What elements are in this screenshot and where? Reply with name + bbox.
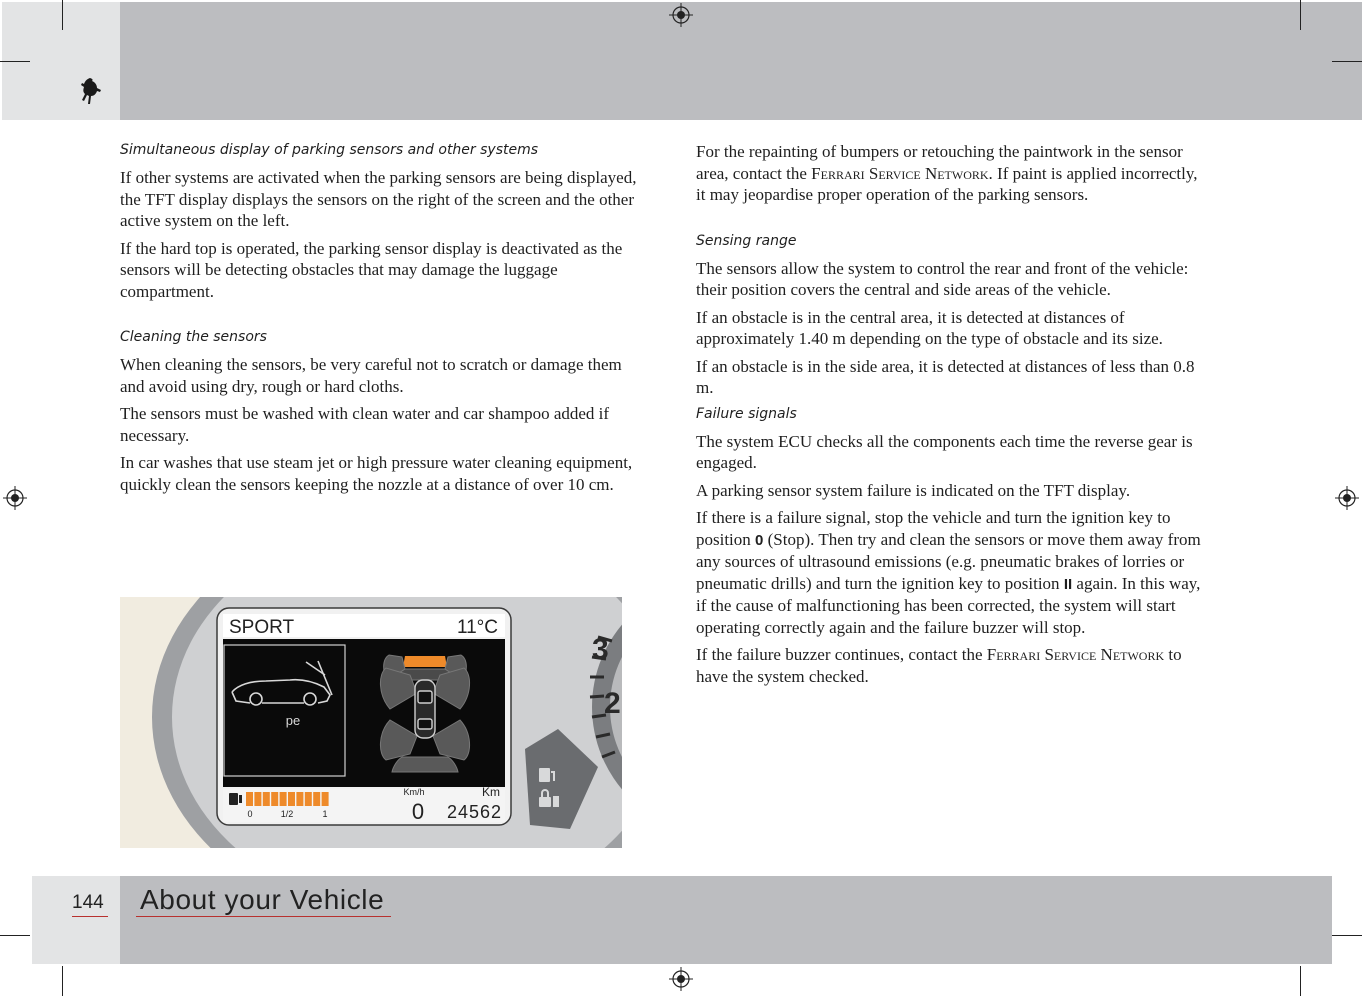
- odometer-unit-label: Km: [482, 785, 500, 799]
- page-number-rule: [72, 916, 108, 917]
- paragraph: The system ECU checks all the components each time the reverse gear is engaged.: [696, 431, 1193, 472]
- registration-mark-icon: [669, 3, 693, 27]
- fuel-gauge-segment: [296, 792, 303, 806]
- paragraph: If other systems are activated when the parking sensors are being displayed, the TFT display displays the sensors on the right of the screen and the other active system on the left.: [120, 168, 637, 230]
- footer-tab: [32, 876, 120, 964]
- tacho-mark-2: 2: [604, 687, 621, 720]
- drive-mode-label: SPORT: [229, 617, 295, 638]
- prancing-horse-icon: [76, 76, 104, 108]
- crop-mark: [0, 61, 30, 62]
- tacho-mark-3: 3: [592, 633, 609, 666]
- speed-value: 0: [411, 799, 425, 824]
- crop-mark: [1332, 935, 1362, 936]
- sensor-front-centre: [403, 656, 447, 667]
- cluster-illustration: [120, 597, 622, 848]
- heading-sensing-range: Sensing range: [696, 232, 797, 249]
- right-column: [696, 141, 1211, 693]
- crop-mark: [0, 935, 30, 936]
- fuel-gauge-segment: [322, 792, 329, 806]
- registration-mark-icon: [3, 486, 27, 510]
- paragraph: When cleaning the sensors, be very careful not to scratch or damage them and avoid using dry, rough or hard cloths.: [120, 355, 622, 396]
- car-top-view-icon: [415, 680, 435, 738]
- key-position-2: II: [1063, 575, 1073, 593]
- paragraph: A parking sensor system failure is indicated on the TFT display.: [696, 480, 1131, 500]
- paragraph-failure-procedure: If there is a failure signal, stop the vehicle and turn the ignition key to position 0 (Stop). Then try and clean the sensors or move them away from any sources of ultrasound emissions (e.g. pneumatic brakes of lorries or pneumatic drills) and turn the ignition key to position II again. In this way, if the cause of malfunctioning has been corrected, the system will start operating correctly again and the failure buzzer will stop.: [696, 508, 1201, 637]
- fuel-gauge-segment: [305, 792, 312, 806]
- ferrari-service-network-text: Ferrari Service Network: [811, 163, 989, 183]
- heading-simultaneous-display: Simultaneous display of parking sensors and other systems: [120, 142, 539, 158]
- crop-mark: [62, 966, 63, 996]
- paragraph: If the hard top is operated, the parking sensor display is deactivated as the sensors will be detecting obstacles that may damage the luggage compartment.: [120, 238, 623, 301]
- fuel-gauge-segment: [254, 792, 261, 806]
- paragraph-failure-contact: If the failure buzzer continues, contact the Ferrari Service Network to have the system checked.: [696, 645, 1182, 686]
- fuel-scale-full: 1: [322, 809, 328, 819]
- instrument-cluster-figure: [120, 597, 622, 848]
- speed-unit-label: Km/h: [403, 787, 425, 797]
- paragraph: If an obstacle is in the central area, it is detected at distances of approximately 1.40 m depending on the type of obstacle and its size.: [696, 307, 1163, 348]
- paragraph: The sensors must be washed with clean water and car shampoo added if necessary.: [120, 404, 610, 445]
- fuel-scale-half: 1/2: [280, 809, 294, 819]
- crop-mark: [62, 0, 63, 30]
- crop-mark: [1332, 61, 1362, 62]
- fuel-gauge-segment: [280, 792, 287, 806]
- fuel-gauge-segment: [246, 792, 253, 806]
- left-column: [120, 141, 640, 501]
- paragraph-repainting: For the repainting of bumpers or retouching the paintwork in the sensor area, contact the Ferrari Service Network. If paint is applied incorrectly, it may jeopardise proper operation of the parking sensors.: [696, 142, 1198, 204]
- heading-cleaning-sensors: Cleaning the sensors: [120, 329, 267, 345]
- crop-mark: [1300, 0, 1301, 30]
- fuel-gauge-segment: [271, 792, 278, 806]
- crop-mark: [1300, 966, 1301, 996]
- paragraph: If an obstacle is in the side area, it is detected at distances of less than 0.8 m.: [696, 356, 1195, 397]
- page-number: 144: [72, 892, 104, 913]
- paragraph: In car washes that use steam jet or high pressure water cleaning equipment, quickly clean the sensors keeping the nozzle at a distance of over 10 cm.: [120, 453, 633, 494]
- sensor-rear-centre: [392, 757, 458, 772]
- paragraph: The sensors allow the system to control the rear and front of the vehicle: their position covers the central and side areas of the vehicle.: [696, 258, 1189, 299]
- fuel-gauge-segment: [288, 792, 295, 806]
- registration-mark-icon: [669, 967, 693, 991]
- ferrari-service-network-text: Ferrari Service Network: [986, 645, 1165, 664]
- fuel-gauge-segment: [263, 792, 270, 806]
- registration-mark-icon: [1335, 486, 1359, 510]
- fuel-gauge-segment: [313, 792, 320, 806]
- odometer-value: 24562: [446, 802, 502, 822]
- key-position-0: 0: [755, 531, 764, 549]
- heading-failure-signals: Failure signals: [696, 405, 797, 422]
- section-title-rule: [136, 916, 391, 917]
- hardtop-status-label: pe: [285, 713, 301, 728]
- outside-temperature-label: 11°C: [456, 617, 498, 638]
- fuel-scale-empty: 0: [247, 809, 253, 819]
- section-title: About your Vehicle: [140, 884, 385, 915]
